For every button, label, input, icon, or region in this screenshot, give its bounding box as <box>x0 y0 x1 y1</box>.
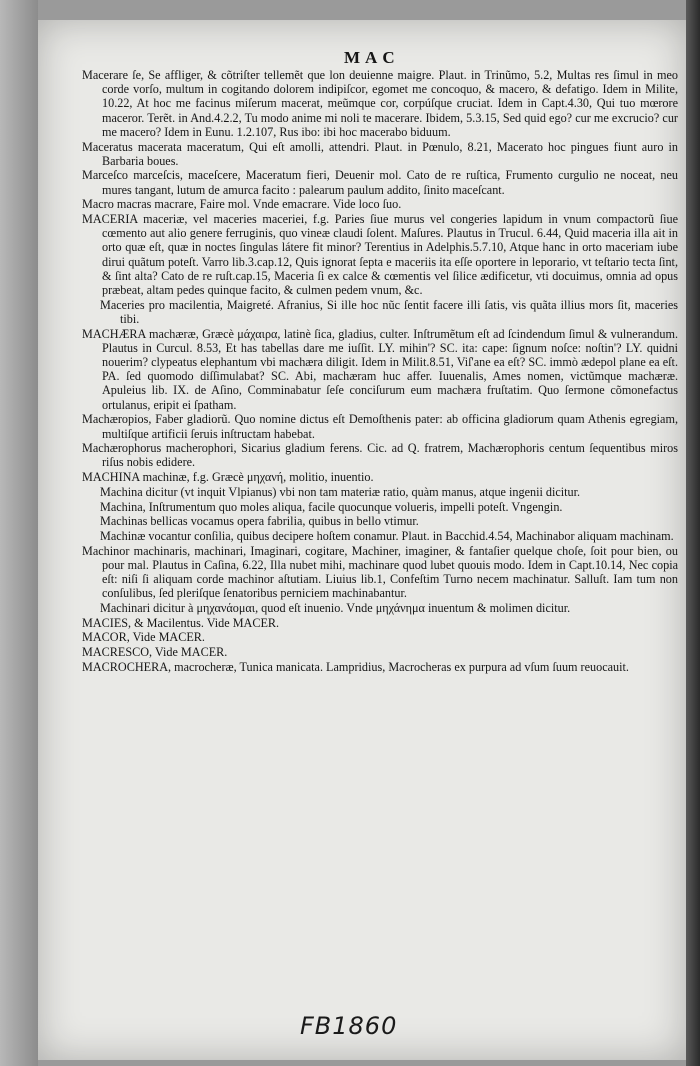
entry-machinas-bellicas: Machinas bellicas vocamus opera fabrilia, quibus in bello vtimur. <box>100 514 419 529</box>
entry-machina-ulpian: Machina dicitur (vt inquit Vlpianus) vbi non tam materiæ ratio, quàm manus, atque ingenii dicitur. <box>100 484 581 499</box>
running-head: MAC <box>344 48 400 67</box>
page-right-edge <box>686 0 700 1066</box>
entry-machina-instrumentum: Machina, Inſtrumentum quo moles aliqua, facile quocunque volueris, impelli poteſt. Vngengin. <box>100 499 563 514</box>
entry-machinor: Machinor machinaris, machinari, Imaginari, cogitare, Machiner, imaginer, & fantaſier quelque choſe, ſoit pour bien, ou pour mal. Plautus in Caſina, 6.22, Illa nubet mihi, machinare quod lubet quouis modo. Idem in Capt.10.14, Nec copia eſt: niſi ſi aliquam corde machinor aſtutiam. Liuius lib.1, Confeſtim Turno necem machinatur. Salluſt. Iam tum non conſulibus, ſed pleriſque ſenatoribus perniciem machinabantur. <box>82 543 678 601</box>
entry-maceratus: Maceratus macerata maceratum, Qui eſt amolli, attendri. Plaut. in Pœnulo, 8.21, Macerato hoc pingues fiunt auro in Barbaria boues. <box>82 139 678 168</box>
dictionary-text <box>82 68 678 675</box>
entry-machinari: Machinari dicitur à μηχανάομαι, quod eſt inuenio. Vnde μηχάνημα inuentum & molimen dicitur. <box>100 601 571 616</box>
entry-machaera: MACHÆRA machæræ, Græcè μάχαιρα, latinè ſica, gladius, culter. Inſtrumẽtum eſt ad ſcindendum ſimul & vulnerandum. Plautus in Curcul. 8.53, Et has tabellas dare me iuſſit. LY. mihin'? SC. ita: cape: ſignum noſce: noſtin'? LY. quidni nouerim? clypeatus elephantum vbi machæra diligit. Idem in Milit.8.51, Viſ'ane ea eſt? SC. immò ædepol plane ea eſt. PA. ſed quomodo diſſimulabat? SC. Abi, machæram huc affer. Iuuenalis, Ames nomen, victũmque machæræ. Apuleius lib. IX. de Aſino, Comminabatur ſeſe conciſurum eum machæra fruſtatim. Quo ſermone cõmonefactus ortulanus, eripit ei ſpatham. <box>82 326 678 412</box>
entry-machaerophorus: Machærophorus macherophori, Sicarius gladium ferens. Cic. ad Q. fratrem, Machærophoris centum ſequentibus miros riſus nobis edidere. <box>82 441 678 470</box>
entry-machaeropios: Machæropios, Faber gladiorũ. Quo nomine dictus eſt Demoſthenis pater: ab officina gladiorum quam Athenis egregiam, multiſque artificii ſeruis inſtructam habebat. <box>82 412 678 441</box>
entry-marcesco: Marceſco marceſcis, maceſcere, Maceratum fieri, Deuenir mol. Cato de re ruſtica, Frumento curgulio ne noceat, neu mures tangant, lutum de amurca facito : palearum paulum addito, ſinito maceſcant. <box>82 168 678 197</box>
shelfmark-stamp: FB1860 <box>300 1012 398 1040</box>
entry-macresco: MACRESCO, Vide MACER. <box>82 645 228 660</box>
entry-machina: MACHINA machinæ, f.g. Græcè μηχανή, molitio, inuentio. <box>82 470 374 485</box>
entry-macies: MACIES, & Macilentus. Vide MACER. <box>82 615 280 630</box>
entry-macerare: Macerare ſe, Se affliger, & cõtriſter tellemẽt que lon deuienne maigre. Plaut. in Trinũmo, 5.2, Multas res ſimul in meo corde vorſo, multum in cogitando dolorem indipiſcor, egomet me concoquo, & macero, & defatigo. Idem in Milite, 10.22, At hoc me facinus miſerum macerat, meũmque cor, corpúſque cruciat. Idem in Capt.4.30, Qui tuo mœrore maceror. Terẽt. in And.4.2.2, Tu modo anime mi noli te macerare. Ibidem, 5.3.15, Sed quid ego? cur me excrucio? cur me macero? Idem in Eunu. 1.2.107, Rus ibo: ibi hoc macerabo biduum. <box>82 68 678 139</box>
entry-machinae-consilia: Machinæ vocantur conſilia, quibus decipere hoſtem conamur. Plaut. in Bacchid.4.54, Machinabor aliquam machinam. <box>100 529 674 543</box>
page-left-margin <box>0 0 38 1066</box>
entry-macor: MACOR, Vide MACER. <box>82 630 205 645</box>
entry-maceria: MACERIA maceriæ, vel maceries maceriei, f.g. Paries ſiue murus vel congeries lapidum in vnum compactorũ ſiue cœmento aut alio genere ferruginis, quo vineæ claudi ſolent. Maſures. Plautus in Trucul. 6.44, Quid maceria illa ait in orto quæ eſt, quæ in noctes ſingulas látere fit minor? Terentius in Adelphis.5.7.10, Atque hanc in orto maceriam iube dirui quãtum poteſt. Varro lib.3.cap.12, Quis ignorat ſepta e maceriis ita eſſe oportere in leporario, vt teſtario tecta ſint, & ſint alta? Cato de re ruſt.cap.15, Maceria ſi ex calce & cœmentis vel ſilice ædificetur, vti docuimus, omnia ad opus præbeat, altam pedes quinque facito, & culmen pedem vnum, &c. <box>82 212 678 298</box>
entry-macrochera: MACROCHERA, macrocheræ, Tunica manicata. Lampridius, Macrocheras ex purpura ad vſum ſuum reuocauit. <box>82 659 629 674</box>
entry-maceries: Maceries pro macilentia, Maigreté. Afranius, Si ille hoc nũc ſentit facere illi ſatis, vis quãta illius mors ſit, maceries tibi. <box>100 297 678 326</box>
entry-macro: Macro macras macrare, Faire mol. Vnde emacrare. Vide loco ſuo. <box>82 197 402 212</box>
